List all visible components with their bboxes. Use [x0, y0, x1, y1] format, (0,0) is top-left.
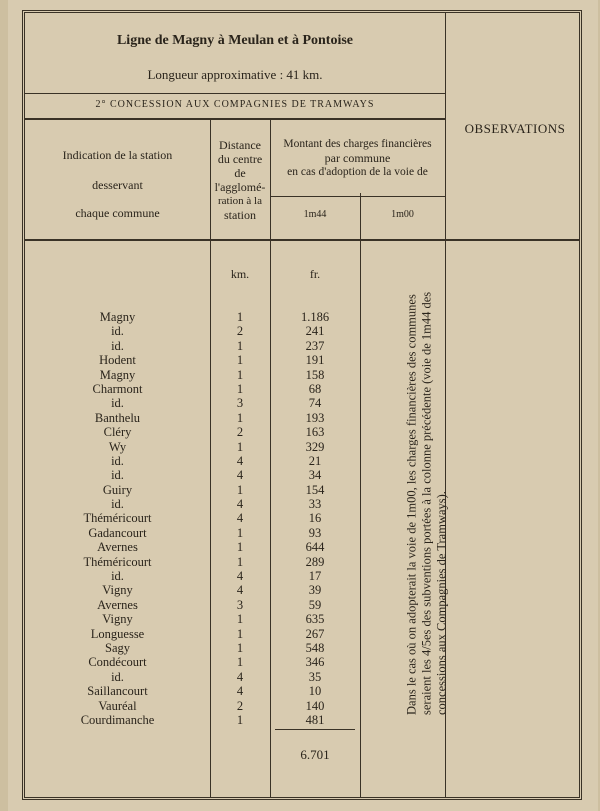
table-row: [25, 339, 445, 353]
amount-value: 93: [308, 525, 322, 540]
table-row: [25, 468, 445, 482]
station-name: id.: [111, 669, 124, 684]
station-name: Vigny: [102, 612, 133, 627]
distance-value: 3: [236, 396, 244, 411]
amount-value: 191: [305, 353, 325, 368]
amount-value: 59: [308, 597, 322, 612]
distance-header-line6: station: [224, 208, 256, 222]
distance-value: 2: [236, 425, 244, 440]
distance-value: 4: [236, 453, 244, 468]
table-row: [25, 526, 445, 540]
distance-value: 1: [236, 554, 244, 569]
table-row: [25, 655, 445, 669]
station-name: id.: [111, 324, 124, 339]
table-row: [25, 497, 445, 511]
table-frame: [22, 10, 582, 800]
gauge-100-header: 1m00: [391, 209, 414, 220]
charges-header-line2: par commune: [324, 151, 391, 165]
station-name: id.: [111, 453, 124, 468]
station-name: Cléry: [103, 425, 132, 440]
rule-under-charges: [270, 196, 445, 197]
distance-value: 4: [236, 684, 244, 699]
table-row: [25, 483, 445, 497]
amount-value: 346: [305, 655, 325, 670]
table-row: [25, 598, 445, 612]
rule-under-length: [25, 93, 445, 94]
table-row: [25, 368, 445, 382]
rule-under-concession: [25, 118, 445, 120]
gauge-100-note: Dans le cas où on adopterait la voie de 1m00, les charges financières des communes seraient les 4/5es des subventions portées à la colonne précédente (voie de 1m44 des concessions aux Compagnies de Tramways).: [404, 291, 449, 715]
charges-header-line3: en cas d'adoption de la voie de: [287, 166, 428, 178]
station-name: Avernes: [97, 597, 138, 612]
station-name: id.: [111, 396, 124, 411]
distance-value: 4: [236, 468, 244, 483]
distance-value: 1: [236, 655, 244, 670]
station-name: Avernes: [97, 540, 138, 555]
table-row: [25, 555, 445, 569]
table-row: [25, 684, 445, 698]
amount-value: 237: [305, 338, 325, 353]
distance-value: 1: [236, 626, 244, 641]
table-row: [25, 699, 445, 713]
table-row: [25, 670, 445, 684]
amount-value: 154: [305, 482, 325, 497]
distance-value: 1: [236, 381, 244, 396]
distance-value: 4: [236, 583, 244, 598]
amount-value: 35: [308, 669, 322, 684]
distance-value: 1: [236, 525, 244, 540]
amount-value: 16: [308, 511, 322, 526]
station-name: Hodent: [99, 353, 136, 368]
table-row: [25, 511, 445, 525]
line-length: Longueur approximative : 41 km.: [147, 67, 323, 82]
total-amount: 6.701: [300, 747, 330, 762]
distance-value: 1: [236, 640, 244, 655]
observations-heading: OBSERVATIONS: [464, 121, 566, 136]
table-row: [25, 627, 445, 641]
table-row: [25, 540, 445, 554]
station-name: id.: [111, 569, 124, 584]
distance-value: 1: [236, 338, 244, 353]
table-row: [25, 583, 445, 597]
distance-header-line2: du centre: [217, 152, 263, 166]
distance-value: 1: [236, 540, 244, 555]
distance-value: 4: [236, 569, 244, 584]
table-row: [25, 569, 445, 583]
distance-value: 1: [236, 712, 244, 727]
amount-value: 481: [305, 712, 325, 727]
distance-value: 1: [236, 367, 244, 382]
station-name: Magny: [99, 310, 136, 324]
station-name: Saillancourt: [87, 684, 148, 699]
station-name: Banthelu: [94, 410, 141, 425]
distance-value: 3: [236, 597, 244, 612]
table-row: [25, 454, 445, 468]
amount-unit: fr.: [309, 267, 321, 281]
station-name: Courdimanche: [80, 712, 155, 727]
table-row: [25, 324, 445, 338]
table-row: [25, 713, 445, 727]
distance-value: 4: [236, 511, 244, 526]
distance-header-line3: de: [234, 166, 246, 180]
table-row: [25, 411, 445, 425]
gauge-144-header: 1m44: [303, 209, 327, 220]
distance-value: 2: [236, 698, 244, 713]
amount-value: 39: [308, 583, 322, 598]
table-row: [25, 612, 445, 626]
amount-value: 267: [305, 626, 325, 641]
table-row: [25, 641, 445, 655]
amount-value: 644: [305, 540, 325, 555]
amount-value: 17: [308, 569, 322, 584]
station-header-line3: chaque commune: [75, 206, 160, 220]
amount-value: 10: [308, 684, 322, 699]
station-name: Vauréal: [98, 698, 137, 713]
distance-unit: km.: [230, 267, 250, 281]
station-name: Longuesse: [90, 626, 145, 641]
station-name: Théméricourt: [83, 511, 152, 526]
station-name: Magny: [99, 367, 136, 382]
amount-value: 329: [305, 439, 325, 454]
amount-value: 158: [305, 367, 325, 382]
station-name: Charmont: [92, 381, 143, 396]
table-row: [25, 310, 445, 324]
station-name: id.: [111, 468, 124, 483]
distance-value: 1: [236, 612, 244, 627]
amount-value: 163: [305, 425, 325, 440]
amount-value: 289: [305, 554, 325, 569]
distance-value: 4: [236, 669, 244, 684]
amount-value: 1.186: [300, 310, 330, 324]
station-header-line1: Indication de la station: [62, 148, 173, 162]
distance-value: 1: [236, 410, 244, 425]
station-name: Théméricourt: [83, 554, 152, 569]
station-name: id.: [111, 497, 124, 512]
station-name: Vigny: [102, 583, 133, 598]
distance-value: 1: [236, 353, 244, 368]
station-name: Condécourt: [88, 655, 147, 670]
distance-value: 2: [236, 324, 244, 339]
charges-header-line1: Montant des charges financières: [283, 138, 432, 150]
rule-above-total: [275, 729, 355, 730]
amount-value: 548: [305, 640, 325, 655]
distance-header-line1: Distance: [219, 138, 261, 152]
amount-value: 33: [308, 497, 322, 512]
distance-header-line4: l'agglomé-: [214, 180, 266, 194]
amount-value: 74: [308, 396, 322, 411]
page-title: Ligne de Magny à Meulan et à Pontoise: [116, 33, 354, 48]
amount-value: 68: [308, 381, 322, 396]
station-name: id.: [111, 338, 124, 353]
station-name: Gadancourt: [88, 525, 147, 540]
distance-value: 4: [236, 497, 244, 512]
distance-value: 1: [236, 310, 244, 324]
concession-heading: 2° CONCESSION AUX COMPAGNIES DE TRAMWAYS: [95, 99, 375, 110]
station-rows: [25, 310, 445, 727]
amount-value: 140: [305, 698, 325, 713]
station-name: Wy: [108, 439, 127, 454]
amount-value: 21: [308, 453, 322, 468]
table-row: [25, 396, 445, 410]
station-name: Guiry: [102, 482, 133, 497]
amount-value: 635: [305, 612, 325, 627]
station-name: Sagy: [105, 640, 130, 655]
distance-value: 1: [236, 482, 244, 497]
station-header-line2: desservant: [92, 178, 143, 192]
table-row: [25, 353, 445, 367]
amount-value: 34: [308, 468, 322, 483]
table-row: [25, 382, 445, 396]
table-row: [25, 425, 445, 439]
distance-header-line5: ration à la: [218, 195, 262, 207]
distance-value: 1: [236, 439, 244, 454]
amount-value: 193: [305, 410, 325, 425]
amount-value: 241: [305, 324, 325, 339]
table-row: [25, 440, 445, 454]
rule-header-bottom: [25, 239, 580, 241]
